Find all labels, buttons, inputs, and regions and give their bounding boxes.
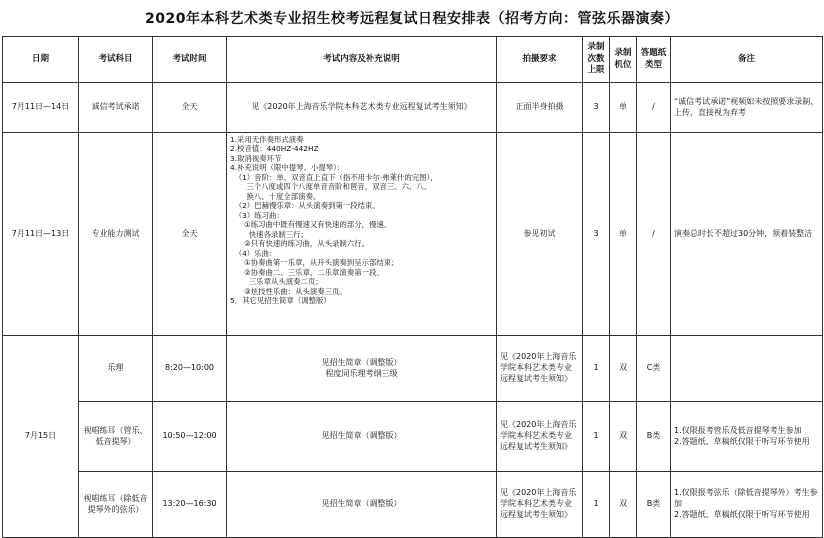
cell-filming: 参见初试 <box>497 133 583 336</box>
cell-subject: 诚信考试承诺 <box>79 83 153 133</box>
cell-time: 8:20—10:00 <box>153 336 227 402</box>
header-notes: 备注 <box>671 37 823 83</box>
cell-content: 见招生简章（调整版） <box>227 472 497 538</box>
header-subject: 考试科目 <box>79 37 153 83</box>
cell-date: 7月11日—13日 <box>3 133 79 336</box>
header-record-device: 录制机位 <box>610 37 637 83</box>
note-line: 2.答题纸、草稿纸仅限于听写环节使用 <box>674 509 810 519</box>
cell-record-limit: 1 <box>583 336 610 402</box>
header-paper-type: 答题纸类型 <box>637 37 671 83</box>
table-row <box>3 402 823 472</box>
cell-record-limit: 1 <box>583 472 610 538</box>
cell-subject: 视唱练耳（管乐、低音提琴） <box>79 402 153 472</box>
cell-content: 见《2020年上海音乐学院本科艺术类专业远程复试考生须知》 <box>227 83 497 133</box>
header-content: 考试内容及补充说明 <box>227 37 497 83</box>
cell-content <box>227 336 497 402</box>
detail-line: ②协奏曲二、三乐章，二乐章演奏第一段、 <box>230 267 384 277</box>
cell-subject: 乐理 <box>79 336 153 402</box>
cell-record-limit: 3 <box>583 83 610 133</box>
cell-date: 7月15日 <box>3 336 79 538</box>
schedule-table <box>2 36 823 538</box>
header-filming: 拍摄要求 <box>497 37 583 83</box>
cell-notes: 演奏总时长不超过30分钟，须着装整洁 <box>671 133 823 336</box>
detail-line: 快速各录制三行； <box>230 229 308 239</box>
content-line: 见招生简章（调整版） <box>321 357 402 367</box>
detail-line: （3）练习曲： <box>230 210 284 220</box>
note-line: 1.仅限报考弦乐（除低音提琴外）考生参加 <box>674 488 818 509</box>
table-row <box>3 472 823 538</box>
cell-notes <box>671 336 823 402</box>
detail-line: 三个八度或四个八度单音音阶和琶音，双音三、六、八、 <box>230 182 432 192</box>
cell-paper-type: / <box>637 133 671 336</box>
cell-notes <box>671 402 823 472</box>
page-title: 2020年本科艺术类专业招生校考远程复试日程安排表（招考方向：管弦乐器演奏） <box>145 11 679 27</box>
header-record-limit: 录制次数上限 <box>583 37 610 83</box>
detail-line: ③炫技性乐曲：从头演奏三页。 <box>230 286 347 296</box>
cell-paper-type: / <box>637 83 671 133</box>
table-row <box>3 83 823 133</box>
cell-record-limit: 3 <box>583 133 610 336</box>
detail-line: 4.补充说明（限中提琴、小提琴）： <box>230 163 345 173</box>
cell-filming: 见《2020年上海音乐学院本科艺术类专业远程复试考生须知》 <box>497 402 583 472</box>
detail-line: （1）音阶：单、双音直上直下（指不用卡尔·弗莱什的完图）， <box>230 172 438 182</box>
detail-line: （4）乐曲： <box>230 248 277 258</box>
detail-line: 5．其它见招生简章（调整版） <box>230 295 331 305</box>
cell-record-device: 双 <box>610 472 637 538</box>
cell-content-details <box>227 133 497 336</box>
note-line: 2.答题纸、草稿纸仅限于听写环节使用 <box>674 436 810 446</box>
cell-time: 全天 <box>153 83 227 133</box>
detail-line: 2.校音值：440HZ-442HZ <box>230 144 319 154</box>
cell-subject: 专业能力测试 <box>79 133 153 336</box>
table-row <box>3 133 823 336</box>
cell-content: 见招生简章（调整版） <box>227 402 497 472</box>
cell-time: 13:20—16:30 <box>153 472 227 538</box>
cell-time: 全天 <box>153 133 227 336</box>
detail-line: 换八、十度全部演奏。 <box>230 191 321 201</box>
cell-record-device: 单 <box>610 83 637 133</box>
content-line: 程度同乐理考纲三级 <box>325 368 398 378</box>
detail-line: ②只有快速的练习曲，从头录制六行。 <box>230 239 369 249</box>
cell-record-device: 双 <box>610 402 637 472</box>
header-date: 日期 <box>3 37 79 83</box>
detail-line: 三乐章从头演奏二页； <box>230 277 323 287</box>
cell-subject: 视唱练耳（除低音提琴外的弦乐） <box>79 472 153 538</box>
detail-line: 1.采用无伴奏形式演奏 <box>230 135 304 144</box>
cell-date: 7月11日—14日 <box>3 83 79 133</box>
cell-filming: 见《2020年上海音乐学院本科艺术类专业远程复试考生须知》 <box>497 336 583 402</box>
cell-filming: 正面半身拍摄 <box>497 83 583 133</box>
cell-record-device: 双 <box>610 336 637 402</box>
cell-notes: “诚信考试承诺”视频如未按照要求录制、上传，直接视为弃考 <box>671 83 823 133</box>
cell-record-device: 单 <box>610 133 637 336</box>
header-time: 考试时间 <box>153 37 227 83</box>
detail-line: （2）巴赫慢乐章：从头演奏到第一段结束。 <box>230 201 380 211</box>
table-row <box>3 336 823 402</box>
note-line: 1.仅限报考管乐及低音提琴考生参加 <box>674 425 802 435</box>
detail-line: 3.取消视奏环节 <box>230 153 282 163</box>
cell-paper-type: B类 <box>637 402 671 472</box>
cell-paper-type: B类 <box>637 472 671 538</box>
detail-line: ①练习曲中既有慢速又有快速的部分，慢速、 <box>230 220 392 230</box>
table-header-row <box>3 37 823 83</box>
cell-time: 10:50—12:00 <box>153 402 227 472</box>
cell-record-limit: 1 <box>583 402 610 472</box>
cell-filming: 见《2020年上海音乐学院本科艺术类专业远程复试考生须知》 <box>497 472 583 538</box>
cell-paper-type: C类 <box>637 336 671 402</box>
detail-line: ①协奏曲第一乐章，从开头演奏到呈示部结束； <box>230 258 399 268</box>
cell-notes <box>671 472 823 538</box>
